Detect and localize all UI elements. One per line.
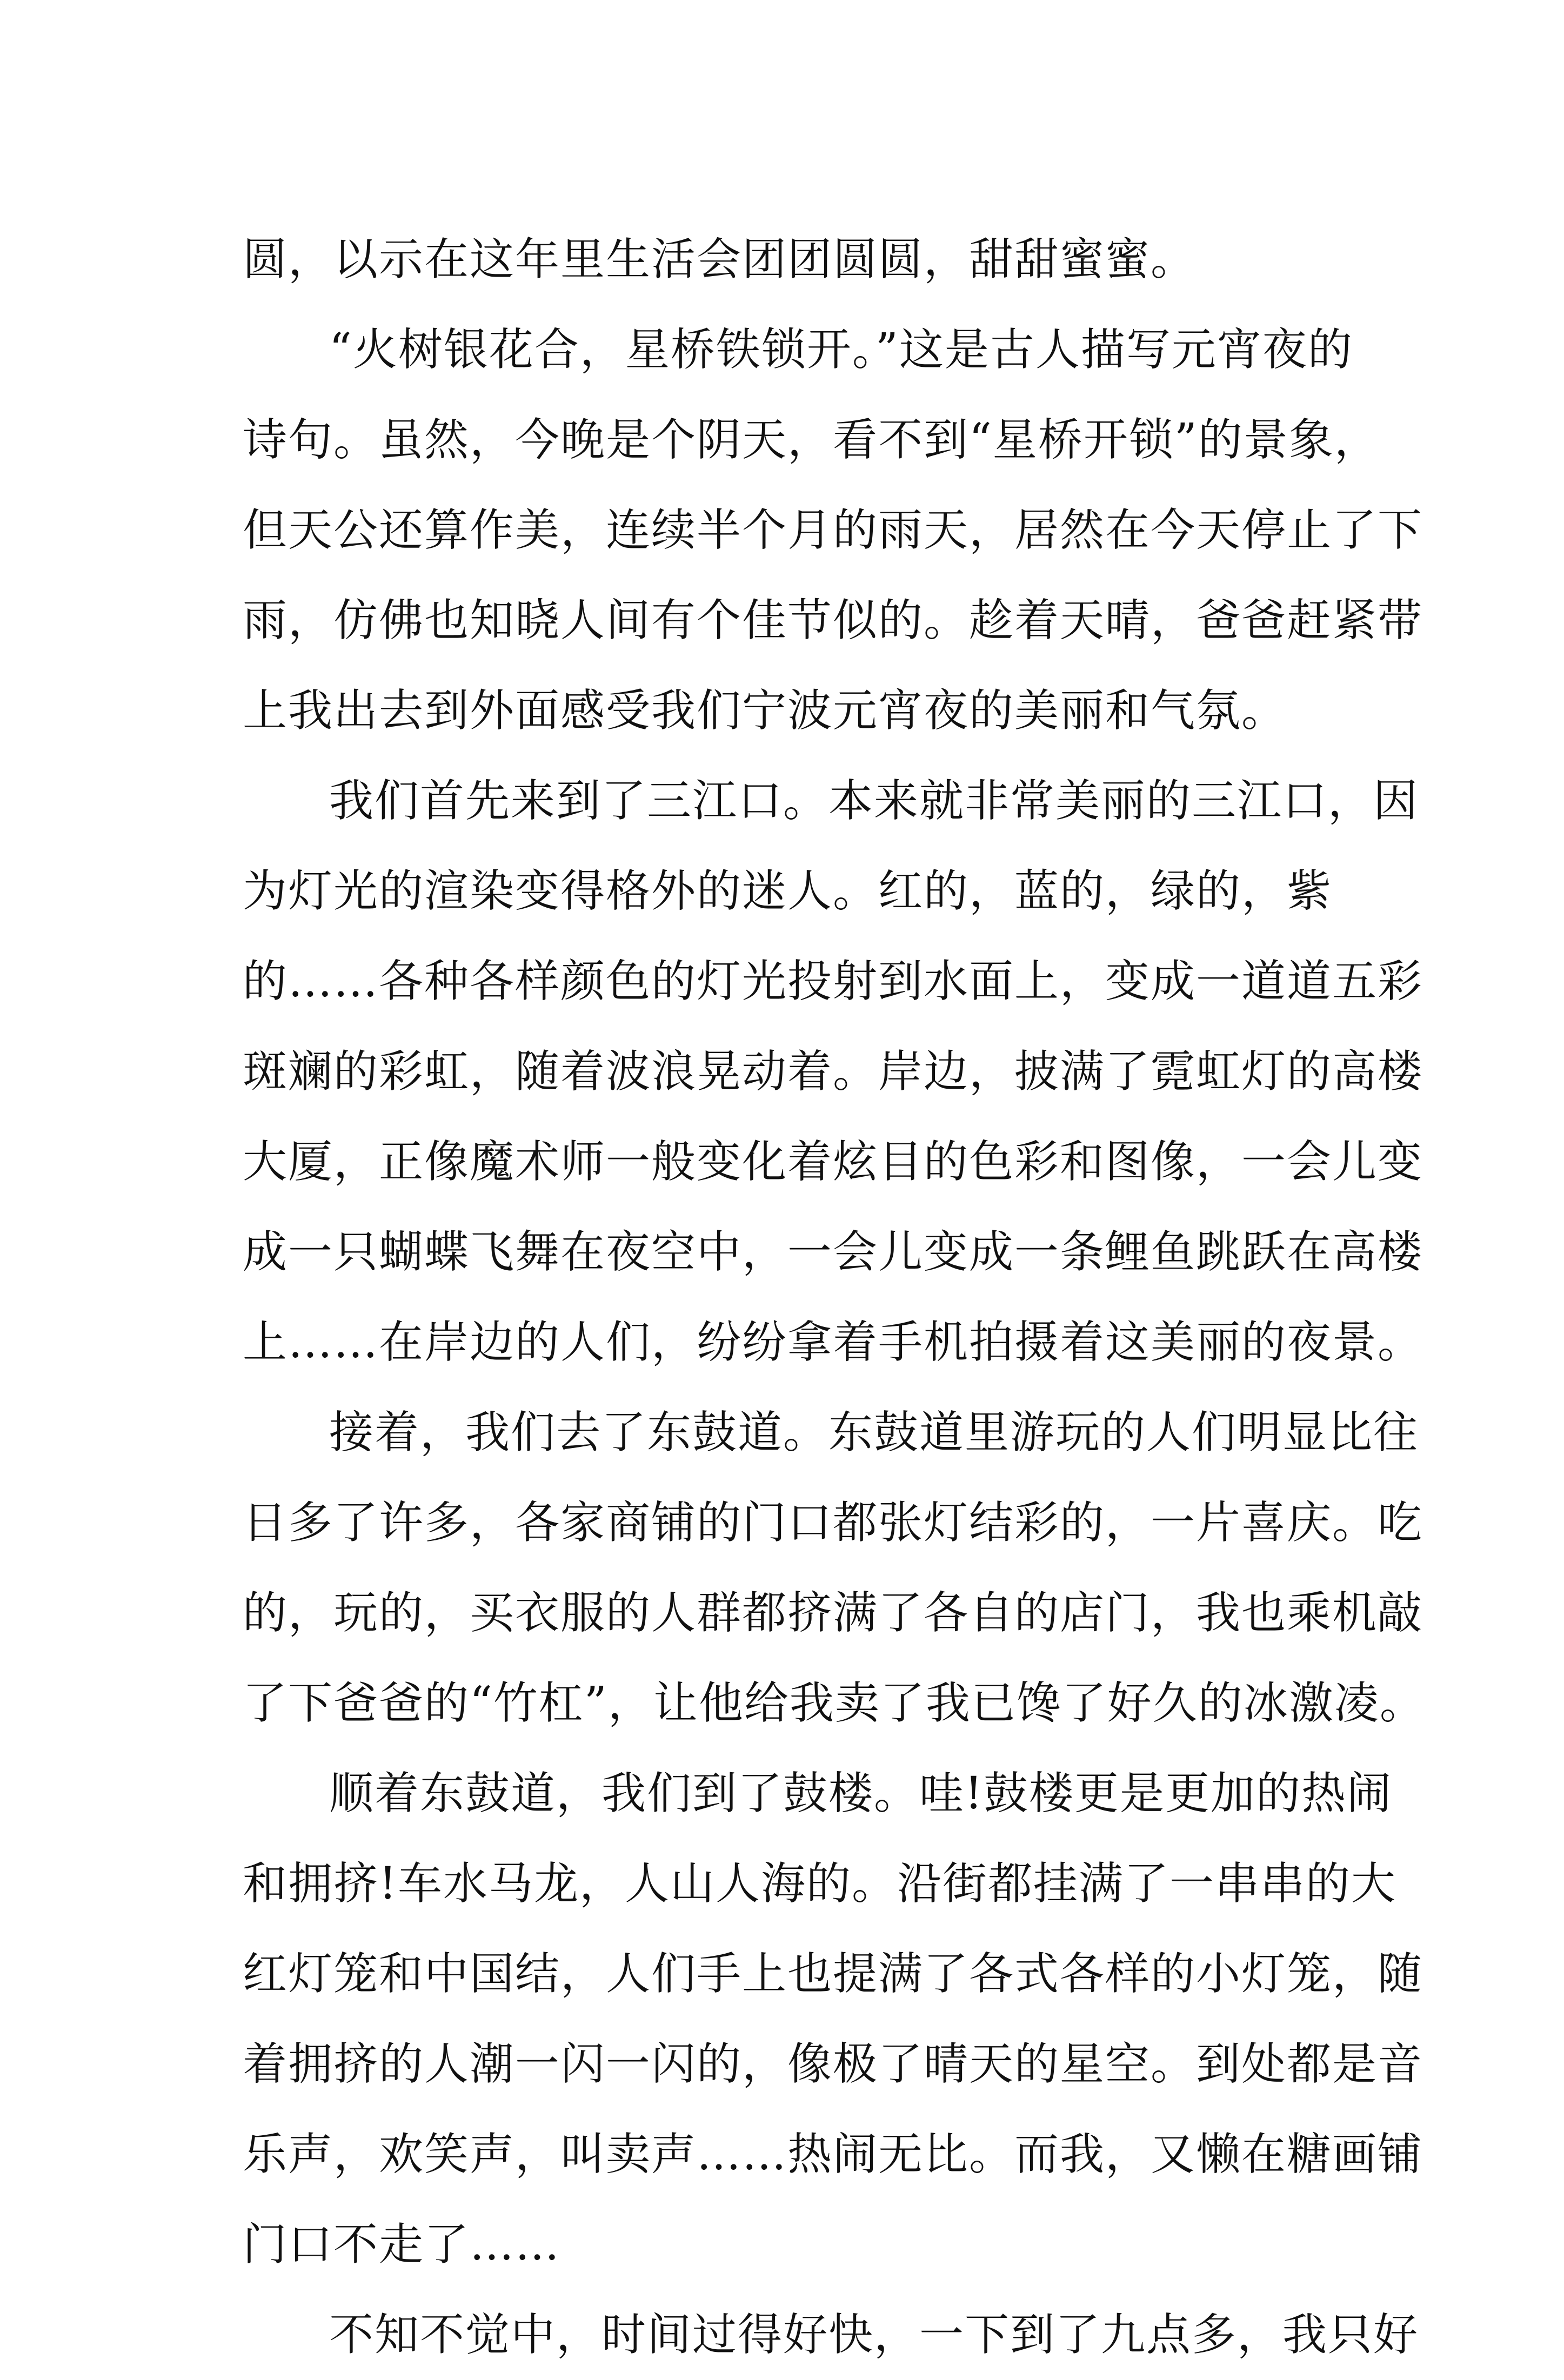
text-line: 雨，仿佛也知晓人间有个佳节似的。趁着天晴，爸爸赶紧带: [243, 595, 1423, 646]
text-line: 了下爸爸的“竹杠”，让他给我卖了我已馋了好久的冰激凌。: [243, 1678, 1425, 1729]
text-line: 成一只蝴蝶飞舞在夜空中，一会儿变成一条鲤鱼跳跃在高楼: [243, 1226, 1423, 1278]
text-line: 红灯笼和中国结，人们手上也提满了各式各样的小灯笼，随: [243, 1948, 1423, 2000]
text-line: 圆，以示在这年里生活会团团圆圆，甜甜蜜蜜。: [243, 234, 1197, 285]
text-line: 日多了许多，各家商铺的门口都张灯结彩的，一片喜庆。吃: [243, 1497, 1423, 1548]
text-line: 顺着东鼓道，我们到了鼓楼。哇!鼓楼更是更加的热闹: [329, 1768, 1392, 1819]
text-line: 上……在岸边的人们，纷纷拿着手机拍摄着这美丽的夜景。: [243, 1317, 1423, 1368]
text-line: 斑斓的彩虹，随着波浪晃动着。岸边，披满了霓虹灯的高楼: [243, 1046, 1423, 1097]
text-line: 但天公还算作美，连续半个月的雨天，居然在今天停止了下: [243, 505, 1423, 556]
text-line: 的，玩的，买衣服的人群都挤满了各自的店门，我也乘机敲: [243, 1587, 1423, 1639]
text-line: 上我出去到外面感受我们宁波元宵夜的美丽和气氛。: [243, 685, 1287, 736]
text-line: 大厦，正像魔术师一般变化着炫目的色彩和图像，一会儿变: [243, 1136, 1423, 1188]
text-line: 乐声，欢笑声，叫卖声……热闹无比。而我，又懒在糖画铺: [243, 2129, 1423, 2180]
text-line: 门口不走了……: [243, 2219, 561, 2270]
text-line: 的……各种各样颜色的灯光投射到水面上，变成一道道五彩: [243, 956, 1423, 1007]
body-text: [243, 214, 1425, 2380]
text-line: 我们首先来到了三江口。本来就非常美丽的三江口，因: [329, 775, 1419, 827]
text-line: 和拥挤!车水马龙，人山人海的。沿街都挂满了一串串的大: [243, 1858, 1396, 1909]
text-line: 接着，我们去了东鼓道。东鼓道里游玩的人们明显比往: [329, 1407, 1419, 1458]
text-line: 为灯光的渲染变得格外的迷人。红的，蓝的，绿的，紫: [243, 866, 1333, 917]
text-line: “火树银花合，星桥铁锁开。”这是古人描写元宵夜的: [329, 324, 1353, 376]
text-line: 不知不觉中，时间过得好快，一下到了九点多，我只好: [329, 2309, 1419, 2361]
text-line: 诗句。虽然，今晚是个阴天，看不到“星桥开锁”的景象，: [243, 414, 1380, 466]
text-line: 着拥挤的人潮一闪一闪的，像极了晴天的星空。到处都是音: [243, 2039, 1423, 2090]
